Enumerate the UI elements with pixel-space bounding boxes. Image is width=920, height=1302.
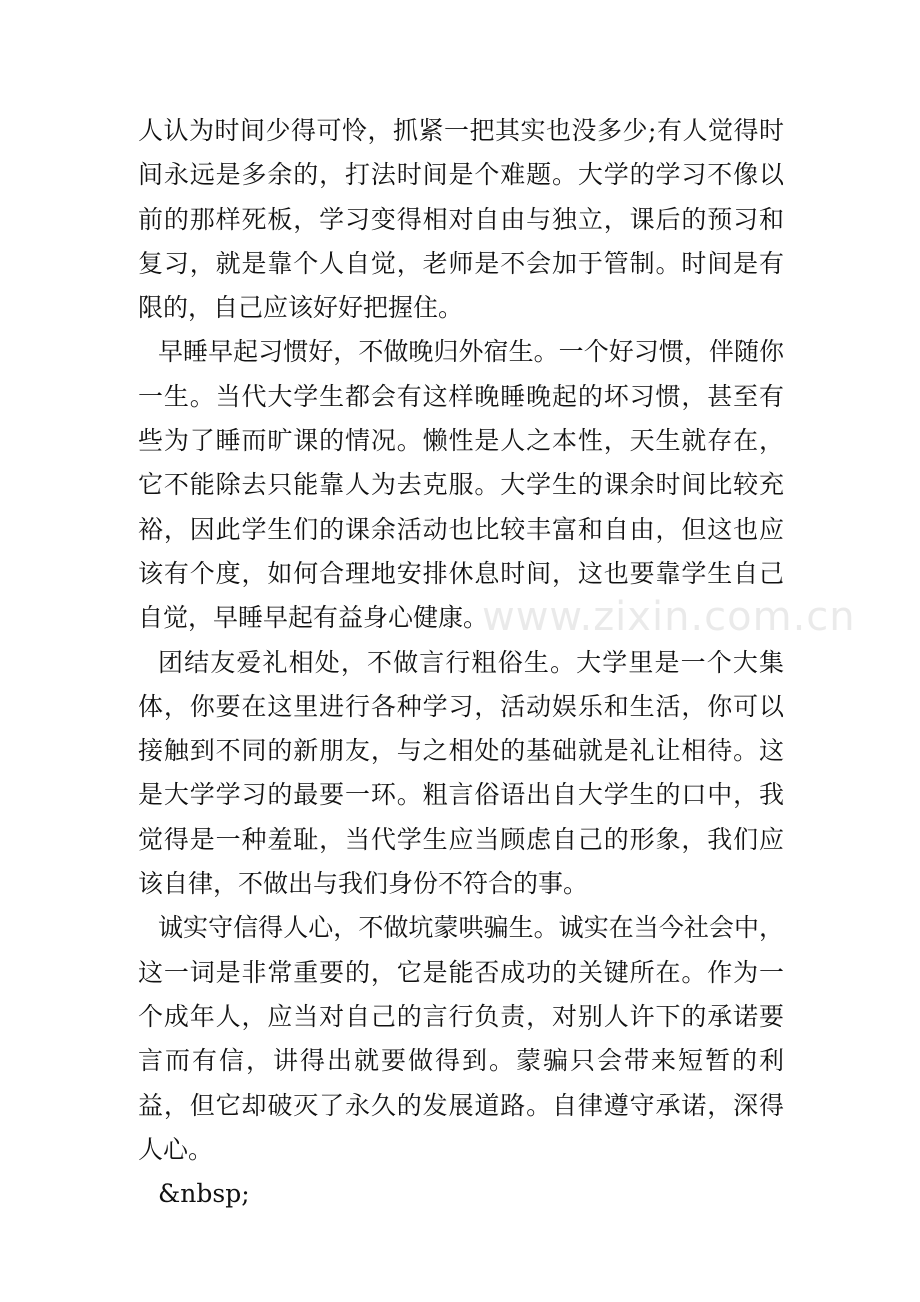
paragraph-unity-courtesy: 团结友爱礼相处，不做言行粗俗生。大学里是一个大集体，你要在这里进行各种学习，活动娱乐和生活，你可以接触到不同的新朋友，与之相处的基础就是礼让相待。这是大学学习的最要一环。粗言俗语出自大学生的口中，我觉得是一种羞耻，当代学生应当顾虑自己的形象，我们应该自律，不做出与我们身份不符合的事。 xyxy=(138,647,784,899)
document-body xyxy=(138,109,784,1216)
watermark-text: www.zixin.com.cn xyxy=(482,594,856,640)
paragraph-honesty: 诚实守信得人心，不做坑蒙哄骗生。诚实在当今社会中，这一词是非常重要的，它是能否成功的关键所在。作为一个成年人，应当对自己的言行负责，对别人许下的承诺要言而有信，讲得出就要做得到。蒙骗只会带来短暂的利益，但它却破灭了永久的发展道路。自律遵守承诺，深得人心。 xyxy=(138,913,784,1164)
paragraph-nbsp-literal: &nbsp; xyxy=(158,1179,250,1209)
paragraph-time: 人认为时间少得可怜，抓紧一把其实也没多少;有人觉得时间永远是多余的，打法时间是个难题。大学的学习不像以前的那样死板，学习变得相对自由与独立，课后的预习和复习，就是靠个人自觉，老师是不会加于管制。时间是有限的，自己应该好好把握住。 xyxy=(138,116,784,323)
paragraph-sleep-habits: 早睡早起习惯好，不做晚归外宿生。一个好习惯，伴随你一生。当代大学生都会有这样晚睡晚起的坏习惯，甚至有些为了睡而旷课的情况。懒性是人之本性，天生就存在，它不能除去只能靠人为去克服。大学生的课余时间比较充裕，因此学生们的课余活动也比较丰富和自由，但这也应该有个度，如何合理地安排休息时间，这也要靠学生自己自觉，早睡早起有益身心健康。 xyxy=(138,337,784,633)
